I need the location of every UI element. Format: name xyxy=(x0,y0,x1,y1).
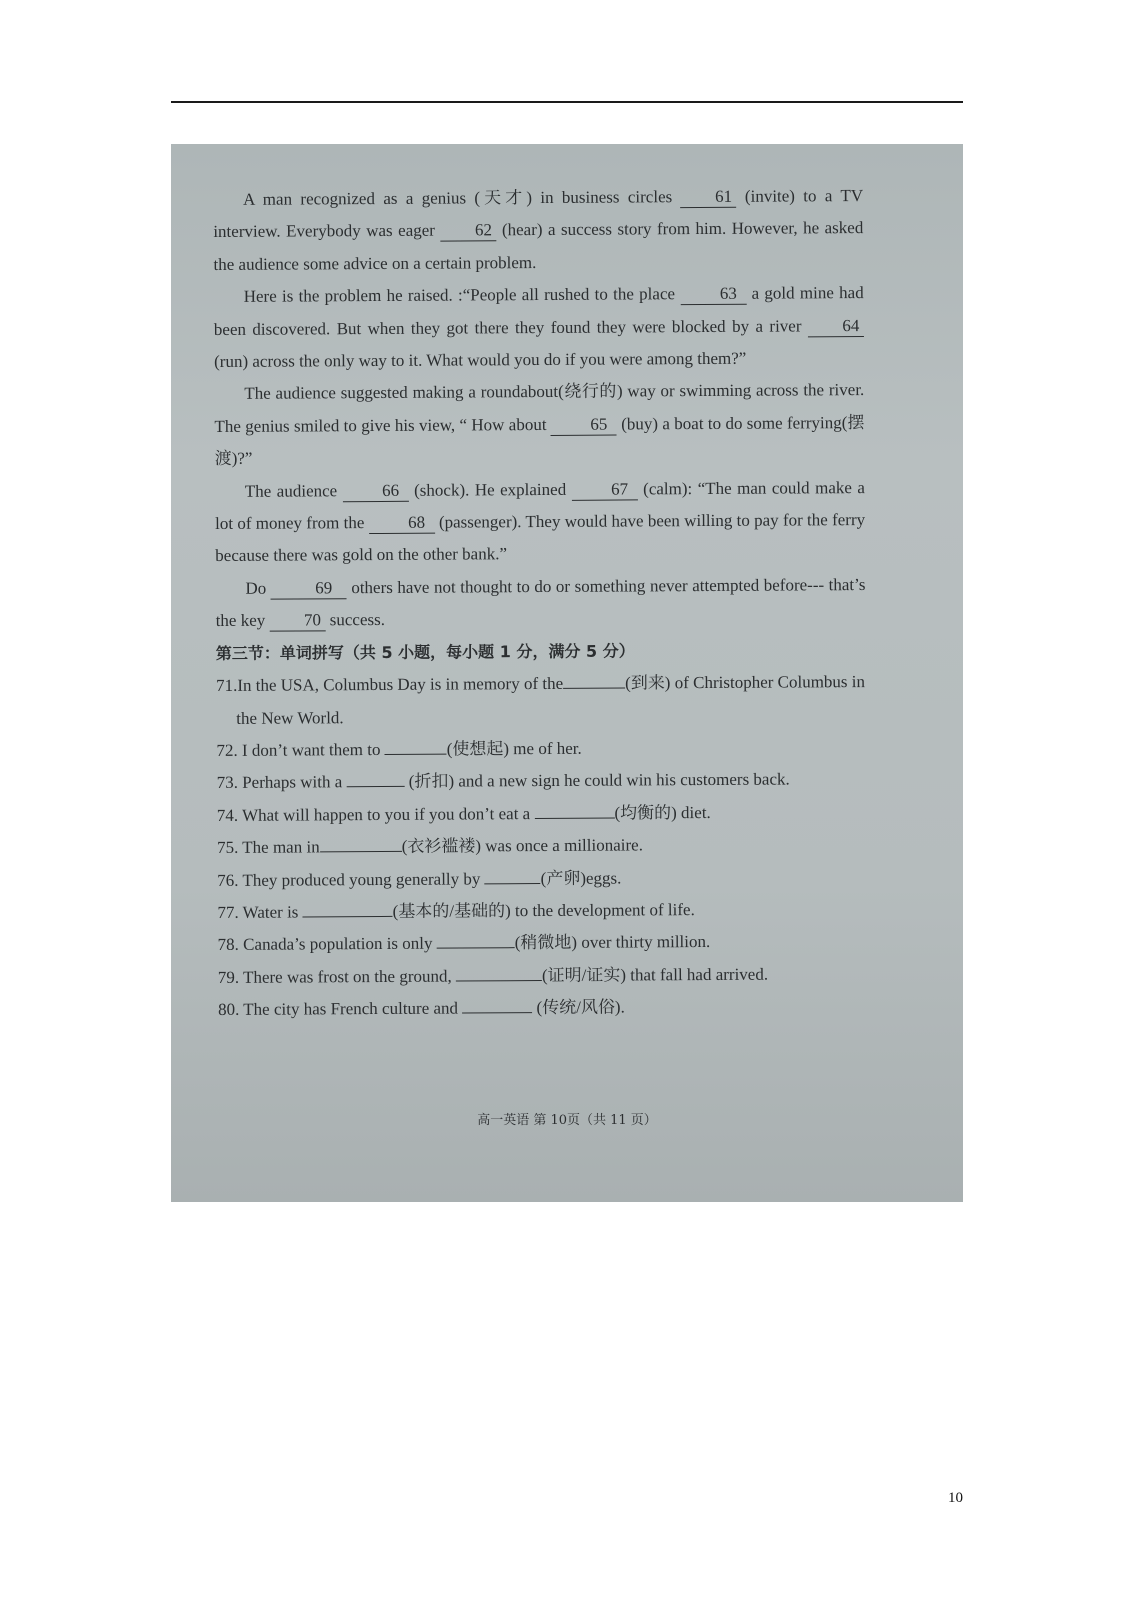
list-item: 78. Canada’s population is only (稍微地) over thirty million. xyxy=(218,925,868,961)
blank-66: 66 xyxy=(343,480,409,501)
header-rule xyxy=(171,101,963,103)
blank-68: 68 xyxy=(369,513,435,534)
photo-page-footer: 高一英语 第 10页（共 11 页） xyxy=(477,1113,657,1128)
section-title: 第三节：单词拼写（共 5 小题，每小题 1 分，满分 5 分） xyxy=(215,641,635,663)
answer-blank xyxy=(485,865,541,884)
answer-blank xyxy=(385,735,447,754)
passage-paragraph-3: The audience suggested making a roundabout(绕行的) way or swimming across the river. The genius smiled to give his view, “ How about 65 (buy) a boat to do some ferrying(摆渡)?” xyxy=(214,380,865,469)
answer-blank xyxy=(437,930,515,949)
blank-69: 69 xyxy=(271,578,347,599)
answer-blank xyxy=(534,799,614,818)
answer-blank xyxy=(462,994,532,1013)
passage-paragraph-5: Do 69 others have not thought to do or something never attempted before--- that’s the key 70 success. xyxy=(215,574,866,631)
list-item: 79. There was frost on the ground, (证明/证实) that fall had arrived. xyxy=(218,958,868,994)
blank-63: 63 xyxy=(680,284,746,305)
answer-blank xyxy=(346,768,404,787)
answer-blank xyxy=(563,670,625,689)
list-item: 76. They produced young generally by (产卵)eggs. xyxy=(217,861,867,897)
list-item: 74. What will happen to you if you don’t eat a (均衡的) diet. xyxy=(217,796,867,832)
list-item: 75. The man in (衣衫褴褛) was once a millionaire. xyxy=(217,828,867,864)
blank-61: 61 xyxy=(680,187,736,208)
list-item: 72. I don’t want them to (使想起) me of her. xyxy=(216,731,866,767)
blank-65: 65 xyxy=(551,414,617,435)
list-item: 73. Perhaps with a (折扣) and a new sign he could win his customers back. xyxy=(216,769,790,793)
spelling-items xyxy=(216,666,868,1026)
page-number: 10 xyxy=(948,1490,963,1506)
blank-62: 62 xyxy=(440,221,496,242)
passage-paragraph-4: The audience 66 (shock). He explained 67 (calm): “The man could make a lot of money from the 68 (passenger). They would have been willing to pay for the ferry because there was gold on the other bank.” xyxy=(215,477,866,566)
passage-paragraph-1: A man recognized as a genius (天才) in business circles 61 (invite) to a TV interview. Everybody was eager 62 (hear) a success story from him. However, he asked the audience some advice on a certain problem. xyxy=(213,186,864,274)
exam-content xyxy=(213,180,868,1027)
passage-paragraph-2: Here is the problem he raised. :“People all rushed to the place 63 a gold mine had been discovered. But when they got there they found they were blocked by a river 64 (run) across the only way to it. What would you do if you were among them?” xyxy=(213,283,864,372)
answer-blank xyxy=(303,898,393,918)
scanned-exam-photo xyxy=(171,144,963,1202)
answer-blank xyxy=(320,833,402,853)
answer-blank xyxy=(456,962,542,982)
blank-67: 67 xyxy=(572,479,638,500)
blank-70: 70 xyxy=(269,611,325,632)
blank-64: 64 xyxy=(808,316,864,337)
list-item: 80. The city has French culture and (传统/风俗). xyxy=(218,990,868,1026)
list-item: 71.In the USA, Columbus Day is in memory of the (到来) of Christopher Columbus in the New World. xyxy=(216,666,866,735)
list-item: 77. Water is (基本的/基础的) to the development of life. xyxy=(217,893,867,929)
